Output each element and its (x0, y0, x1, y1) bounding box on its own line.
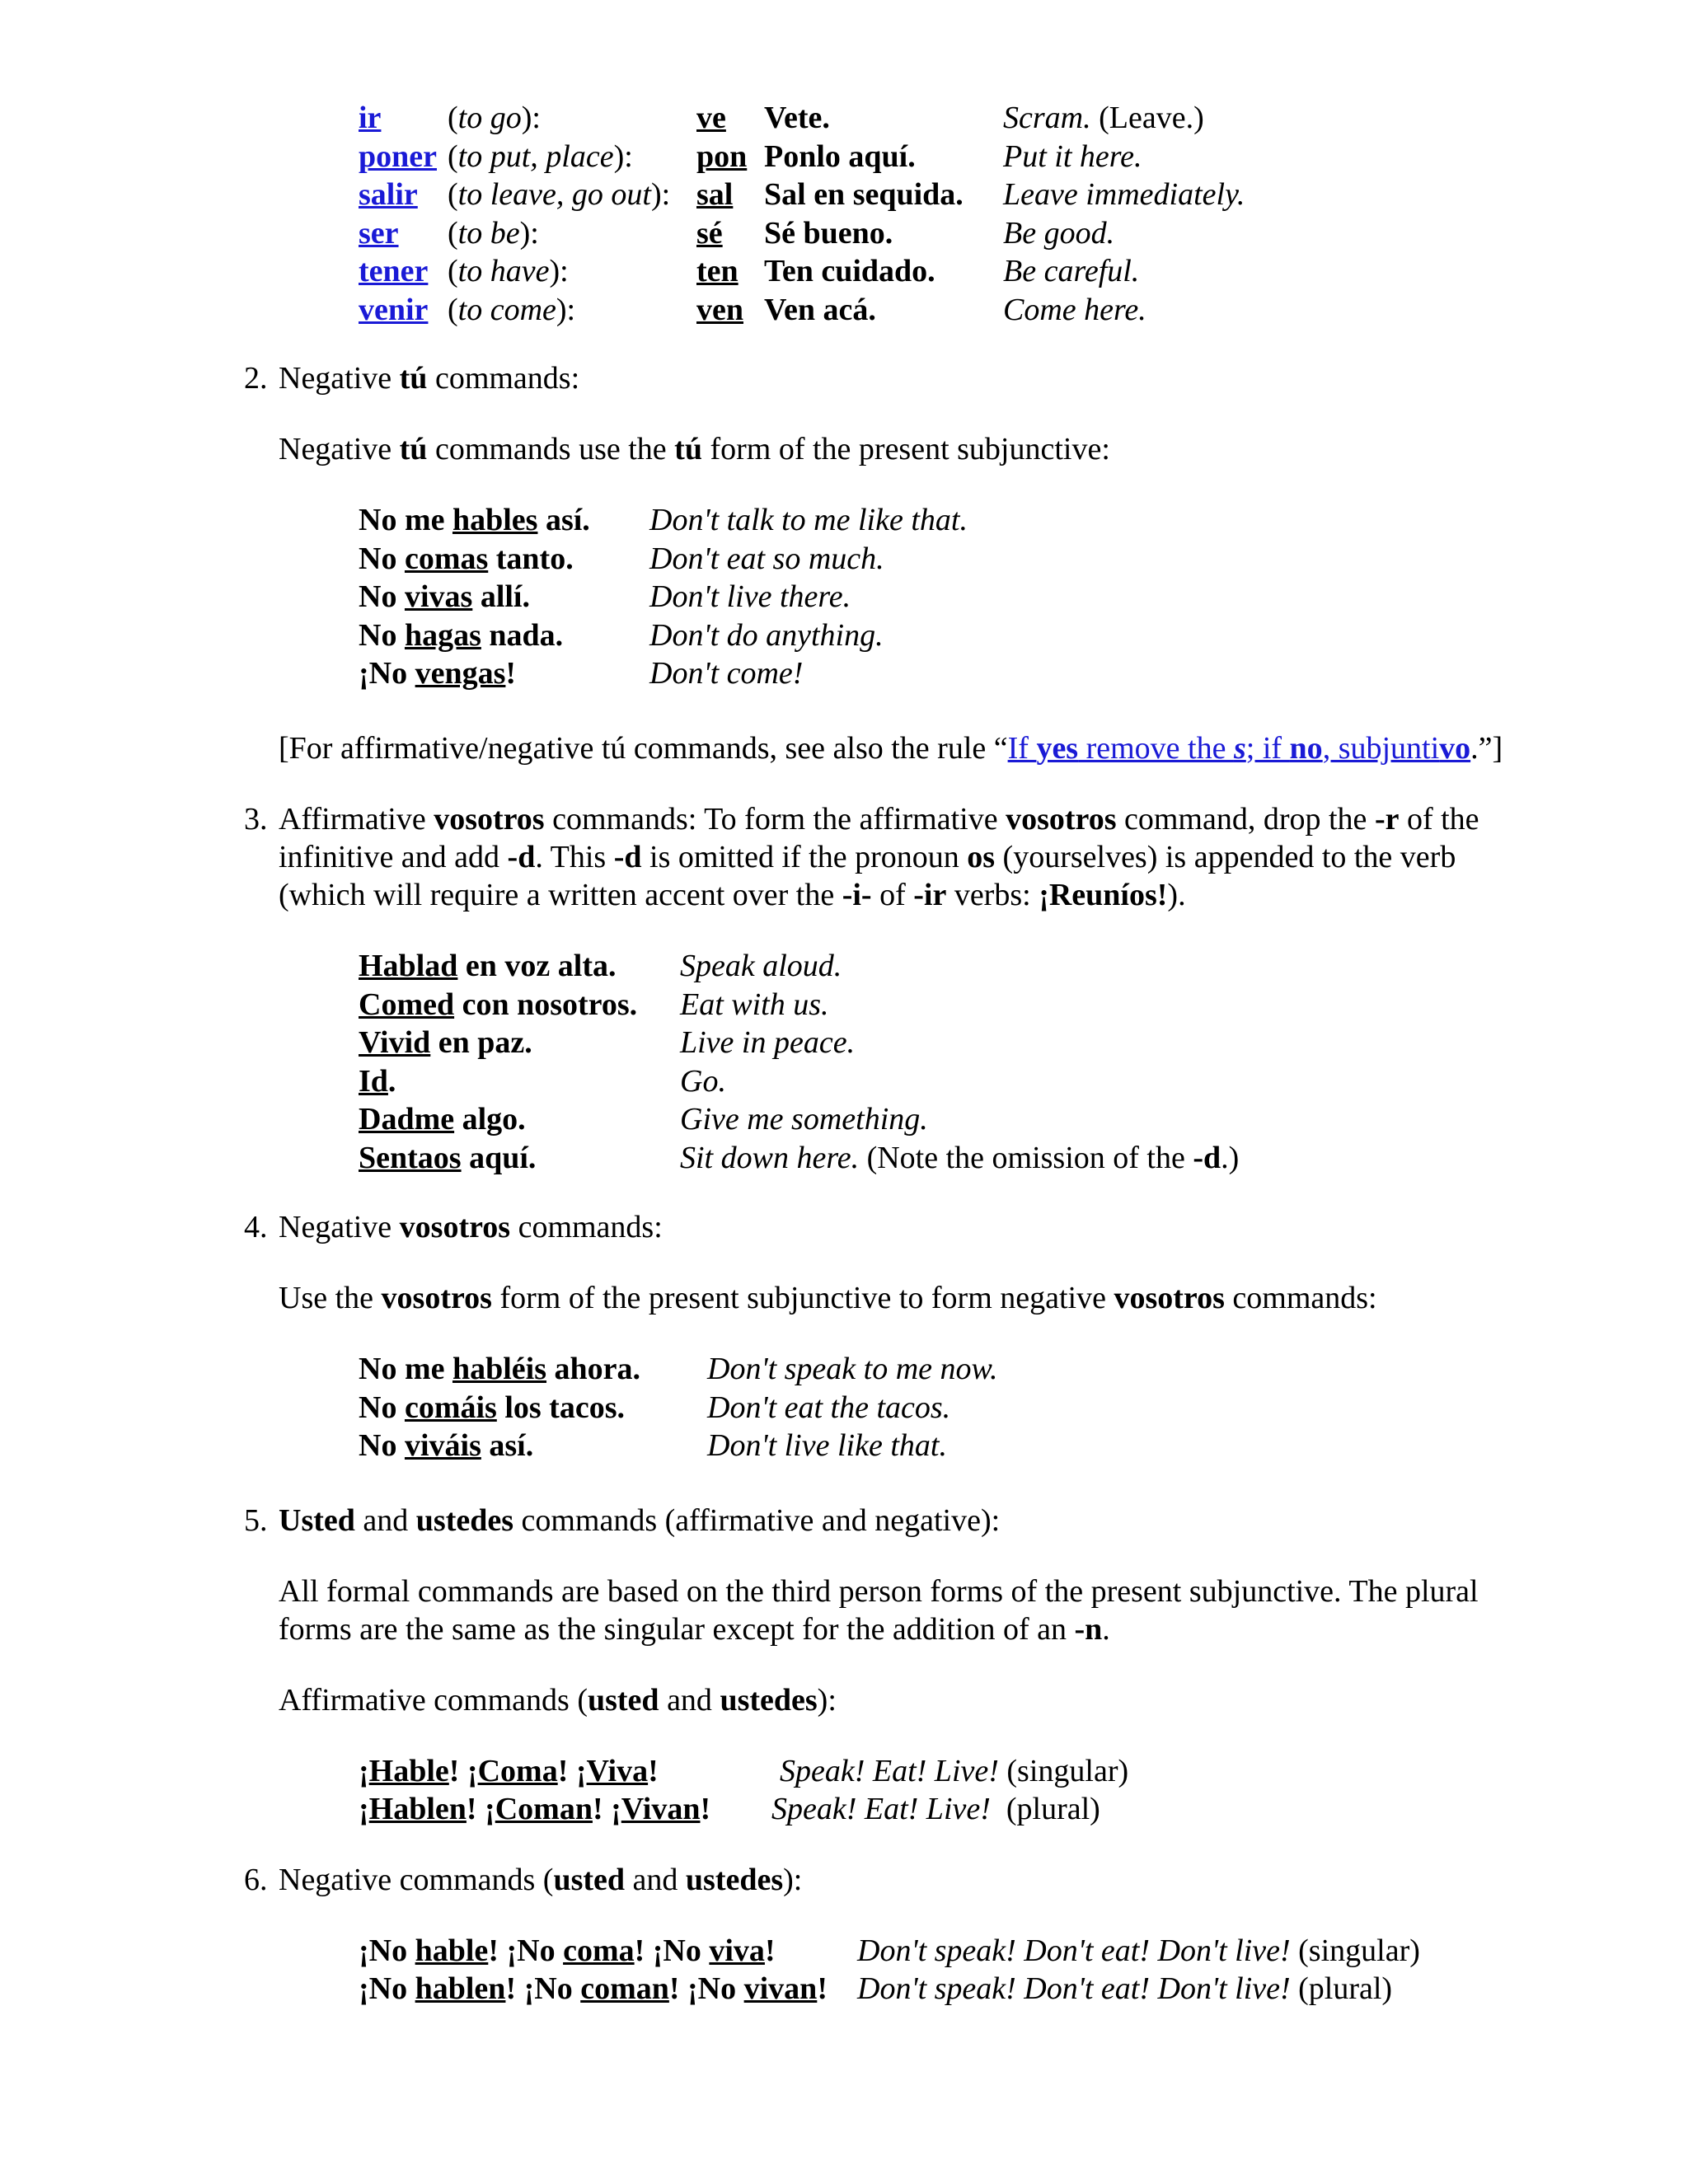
table-row (359, 99, 1333, 138)
verb-link[interactable]: poner (359, 138, 437, 174)
example-translation: Be good. (1003, 215, 1115, 251)
verb-gloss: (to put, place): (448, 138, 633, 174)
verb-gloss: (to have): (448, 254, 569, 288)
affirmative-vosotros-examples (359, 947, 1239, 1177)
section-4-number: 4. (244, 1210, 268, 1244)
section-2-number: 2. (244, 361, 268, 396)
example-translation: Live in peace. (680, 1025, 856, 1060)
example-spanish: Hablad en voz alta. (359, 949, 617, 983)
example-translation: Don't speak to me now. (707, 1352, 998, 1386)
section-3-number: 3. (244, 802, 268, 837)
section-2-description: Negative tú commands use the tú form of the present subjunctive: (279, 432, 1110, 466)
table-row (359, 1427, 998, 1465)
verb-link[interactable]: venir (359, 292, 429, 327)
imperative-form: ve (696, 101, 726, 135)
example-translation: Leave immediately. (1003, 177, 1245, 212)
irregular-commands-table (359, 99, 1333, 329)
example-translation: Scram. (Leave.) (1003, 101, 1204, 135)
example-spanish: Vivid en paz. (359, 1025, 532, 1060)
verb-gloss: (to be): (448, 215, 539, 251)
verb-gloss: (to come): (448, 292, 576, 327)
example-translation: Be careful. (1003, 254, 1140, 288)
example-translation: Don't come! (649, 656, 804, 691)
example-translation: Sit down here. (Note the omission of the -d.) (680, 1140, 1240, 1175)
table-row (359, 501, 968, 540)
table-row (359, 1389, 998, 1427)
section-3-line-2: infinitive and add -d. This -d is omitted if the pronoun os (yourselves) is appended to the verb (279, 840, 1456, 874)
imperative-form: pon (696, 138, 748, 174)
imperative-form: ven (696, 292, 743, 327)
table-row (359, 947, 1239, 986)
example-translation: Don't eat so much. (649, 541, 884, 576)
example-spanish: No me habléis ahora. (359, 1352, 641, 1386)
formal-affirmative-plural-translation: Speak! Eat! Live! (plural) (771, 1792, 1100, 1826)
section-2-heading: Negative tú commands: (279, 361, 580, 396)
example-translation: Give me something. (680, 1102, 928, 1137)
example-translation: Don't live there. (649, 579, 851, 614)
example-sentence: Sé bueno. (764, 215, 893, 251)
formal-affirmative-singular: ¡Hable! ¡Coma! ¡Viva! (359, 1754, 659, 1788)
formal-negative-singular: ¡No hable! ¡No coma! ¡No viva! (359, 1933, 776, 1968)
verb-link[interactable]: ir (359, 101, 382, 135)
table-row (359, 291, 1333, 330)
example-translation: Put it here. (1003, 138, 1142, 174)
imperative-form: ten (696, 254, 738, 288)
section-5-affirmative-label: Affirmative commands (usted and ustedes): (279, 1683, 837, 1718)
example-sentence: Sal en sequida. (764, 177, 964, 212)
example-sentence: Vete. (764, 101, 830, 135)
table-row (359, 540, 968, 579)
formal-negative-singular-translation: Don't speak! Don't eat! Don't live! (singular) (857, 1933, 1420, 1968)
table-row (359, 578, 968, 616)
table-row (359, 1100, 1239, 1139)
example-spanish: Id. (359, 1063, 396, 1099)
table-row (359, 1350, 998, 1389)
example-spanish: ¡No vengas! (359, 656, 517, 691)
imperative-form: sal (696, 177, 734, 212)
verb-gloss: (to go): (448, 101, 541, 135)
formal-negative-plural: ¡No hablen! ¡No coman! ¡No vivan! (359, 1971, 828, 2006)
table-row (359, 986, 1239, 1024)
table-row (359, 654, 968, 693)
table-row (359, 252, 1333, 291)
example-spanish: Dadme algo. (359, 1102, 526, 1137)
example-translation: Don't eat the tacos. (707, 1390, 951, 1425)
example-sentence: Ven acá. (764, 292, 876, 327)
section-4-description: Use the vosotros form of the present subjunctive to form negative vosotros commands: (279, 1281, 1377, 1315)
example-spanish: No me hables así. (359, 503, 590, 537)
example-translation: Come here. (1003, 292, 1146, 327)
table-row (359, 176, 1333, 214)
table-row (359, 1024, 1239, 1062)
example-translation: Don't talk to me like that. (649, 503, 968, 537)
formal-negative-plural-translation: Don't speak! Don't eat! Don't live! (plural) (857, 1971, 1393, 2006)
example-spanish: No comas tanto. (359, 541, 574, 576)
section-3-line-1: Affirmative vosotros commands: To form the affirmative vosotros command, drop the -r of the (279, 802, 1479, 837)
negative-tu-examples (359, 501, 968, 693)
example-spanish: No viváis así. (359, 1428, 534, 1463)
verb-link[interactable]: salir (359, 177, 418, 212)
example-translation: Speak aloud. (680, 949, 842, 983)
section-5-paragraph-line-2: forms are the same as the singular except for the addition of an -n. (279, 1612, 1110, 1647)
formal-affirmative-plural: ¡Hablen! ¡Coman! ¡Vivan! (359, 1792, 711, 1826)
table-row (359, 214, 1333, 253)
table-row (359, 1139, 1239, 1178)
section-3-line-3: (which will require a written accent over the -i- of -ir verbs: ¡Reuníos!). (279, 878, 1186, 912)
example-translation: Don't do anything. (649, 617, 884, 653)
example-spanish: Sentaos aquí. (359, 1140, 537, 1175)
rule-link[interactable]: If yes remove the s; if no, subjuntivo (1007, 731, 1471, 766)
example-translation: Eat with us. (680, 987, 829, 1022)
section-6-number: 6. (244, 1863, 268, 1897)
example-translation: Go. (680, 1063, 726, 1099)
table-row (359, 616, 968, 655)
section-6-heading: Negative commands (usted and ustedes): (279, 1863, 803, 1897)
example-translation: Don't live like that. (707, 1428, 947, 1463)
negative-vosotros-examples (359, 1350, 998, 1465)
example-sentence: Ponlo aquí. (764, 138, 916, 174)
section-5-paragraph-line-1: All formal commands are based on the third person forms of the present subjunctive. The plural (279, 1574, 1479, 1609)
imperative-form: sé (696, 215, 723, 251)
verb-link[interactable]: ser (359, 215, 399, 251)
example-spanish: No hagas nada. (359, 617, 564, 653)
example-sentence: Ten cuidado. (764, 254, 935, 288)
example-spanish: No comáis los tacos. (359, 1390, 625, 1425)
example-spanish: No vivas allí. (359, 579, 530, 614)
verb-link[interactable]: tener (359, 254, 429, 288)
table-row (359, 138, 1333, 176)
formal-affirmative-singular-translation: Speak! Eat! Live! (singular) (780, 1754, 1129, 1788)
verb-gloss: (to leave, go out): (448, 177, 671, 212)
section-5-number: 5. (244, 1503, 268, 1538)
example-spanish: Comed con nosotros. (359, 987, 638, 1022)
table-row (359, 1062, 1239, 1101)
section-4-heading: Negative vosotros commands: (279, 1210, 663, 1244)
section-2-note: [For affirmative/negative tú commands, see also the rule “If yes remove the s; if no, subjuntivo.”] (279, 731, 1503, 766)
section-5-heading: Usted and ustedes commands (affirmative and negative): (279, 1503, 1001, 1538)
